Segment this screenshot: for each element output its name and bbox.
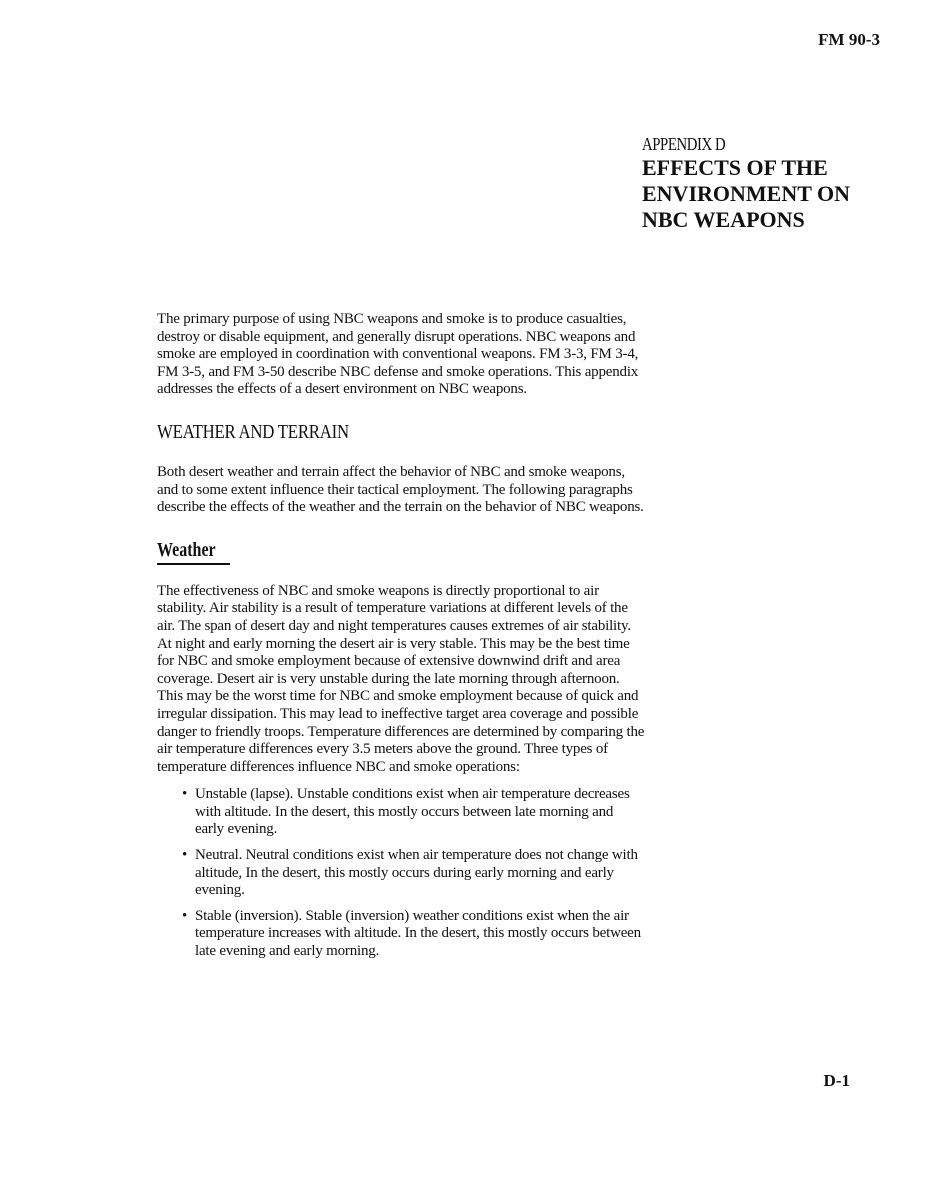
appendix-title-line: EFFECTS OF THE	[642, 155, 828, 180]
intro-paragraph: The primary purpose of using NBC weapons and smoke is to produce casualties, destroy or disable equipment, and generally disrupt operations. NBC weapons and smoke are employed in coordination with conventional weapons. FM 3-3, FM 3-4, FM 3-5, and FM 3-50 describe NBC defense and smoke operations. This appendix addresses the effects of a desert environment on NBC weapons.	[157, 311, 639, 398]
list-item-text: Neutral. Neutral conditions exist when air temperature does not change with altitude, In the desert, this mostly occurs during early morning and early evening.	[195, 847, 638, 899]
main-content	[157, 311, 645, 961]
list-item	[182, 908, 645, 961]
list-item	[182, 786, 645, 839]
list-item	[182, 847, 645, 900]
appendix-title-line: NBC WEAPONS	[642, 207, 805, 232]
manual-id: FM 90-3	[818, 30, 880, 49]
bullet-icon: •	[182, 847, 188, 864]
weather-paragraph: The effectiveness of NBC and smoke weapons is directly proportional to air stability. Air stability is a result of temperature variations at different levels of the air. The span of desert day and night temperatures causes extremes of air stability. At night and early morning the desert air is very stable. This may be the best time for NBC and smoke employment because of extensive downwind drift and area coverage. Desert air is very unstable during the late morning through afternoon. This may be the worst time for NBC and smoke employment because of quick and irregular dissipation. This may lead to ineffective target area coverage and possible danger to friendly troops. Temperature differences are determined by comparing the air temperature differences every 3.5 meters above the ground. Three types of temperature differences influence NBC and smoke operations:	[157, 582, 645, 775]
list-item-text: Stable (inversion). Stable (inversion) weather conditions exist when the air temperature increases with altitude. In the desert, this mostly occurs between late evening and early morning.	[195, 907, 641, 960]
section-heading: WEATHER AND TERRAIN	[157, 420, 349, 443]
appendix-title-line: ENVIRONMENT ON	[642, 181, 851, 206]
appendix-title	[642, 155, 902, 233]
section-paragraph: Both desert weather and terrain affect the behavior of NBC and smoke weapons, and to some extent influence their tactical employment. The following paragraphs describe the effects of the weather and the terrain on the behavior of NBC weapons.	[157, 463, 644, 516]
weather-bullet-list	[157, 786, 645, 960]
bullet-icon: •	[182, 786, 188, 803]
weather-heading-underline	[157, 539, 230, 565]
page-number: D-1	[823, 1071, 850, 1090]
appendix-label: APPENDIX D	[642, 134, 726, 154]
weather-heading: Weather	[157, 538, 216, 561]
appendix-header	[642, 133, 902, 233]
list-item-text: Unstable (lapse). Unstable conditions exist when air temperature decreases with altitude. In the desert, this mostly occurs between late morning and early evening.	[195, 786, 630, 838]
bullet-icon: •	[182, 907, 188, 924]
